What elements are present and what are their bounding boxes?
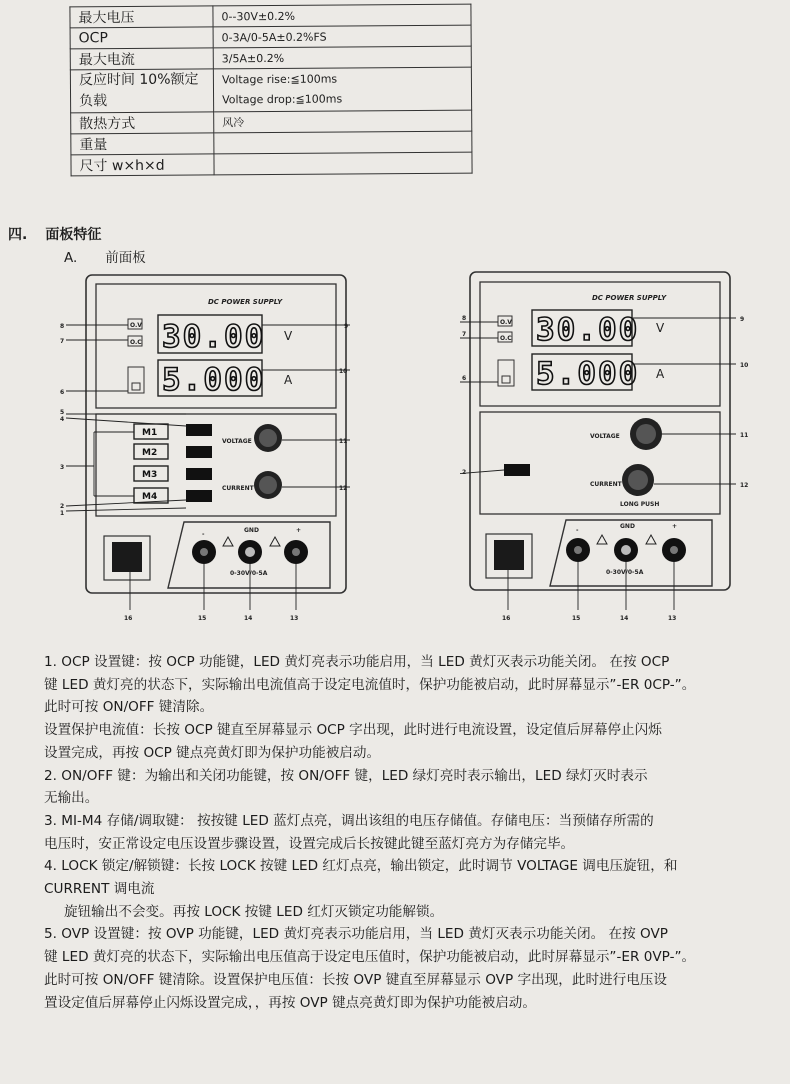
paragraph-line: 置设定值后屏幕停止闪烁设置完成，，再按 OVP 键点亮黄灯即为保护功能被启动。 <box>44 994 536 1011</box>
front-panel-diagram-right <box>460 270 780 626</box>
spec-value: 3/5A±0.2% <box>213 46 471 69</box>
paragraph-line: 旋钮输出不会变。再按 LOCK 按键 LED 红灯灭锁定功能解锁。 <box>64 903 444 920</box>
paragraph-line: 5. OVP 设置键：按 OVP 功能键，LED 黄灯亮表示功能启用，当 LED 黄灯灭表示功能关闭。 在按 OVP <box>44 926 668 943</box>
m1-label: M1 <box>142 428 158 438</box>
onoff-button <box>504 464 530 476</box>
spec-value <box>214 152 472 175</box>
subsection-title: 前面板 <box>105 250 146 266</box>
paragraph-line: 键 LED 黄灯亮的状态下，实际输出电流值高于设定电流值时，保护功能被启动，此时屏幕显示”-ER 0CP-”。 <box>44 676 696 693</box>
callout-2: 2 <box>462 469 467 476</box>
terminal-plus-label: + <box>296 527 302 534</box>
warning-icon <box>223 537 233 546</box>
callout-13: 13 <box>290 615 299 622</box>
memory-buttons <box>134 424 168 503</box>
callout-6: 6 <box>60 389 65 396</box>
oc-indicator-label: O.C <box>500 335 512 342</box>
terminal-minus-hole <box>200 548 208 556</box>
callout-10: 10 <box>339 368 348 375</box>
function-descriptions <box>44 651 784 1014</box>
callout-6: 6 <box>462 375 467 382</box>
callout-3: 3 <box>60 464 65 471</box>
m4-label: M4 <box>142 492 158 502</box>
paragraph-line: 4. LOCK 锁定/解锁键：长按 LOCK 按键 LED 红灯点亮，输出锁定，此时调节 VOLTAGE 调电压旋钮，和 <box>44 858 678 875</box>
current-knob-label: CURRENT <box>590 481 622 488</box>
current-knob-cap <box>259 476 277 494</box>
function-buttons <box>186 424 212 502</box>
front-panel-drawing <box>58 270 350 626</box>
terminal-minus-label: - <box>576 527 579 534</box>
volt-unit: V <box>656 321 665 335</box>
callout-14: 14 <box>244 615 253 622</box>
callout-16: 16 <box>502 615 511 622</box>
terminal-gnd-label: GND <box>244 527 259 534</box>
spec-key-line: 负载 <box>79 93 108 110</box>
spec-table <box>69 4 472 177</box>
lock-button <box>128 367 144 393</box>
subsection-label: A. <box>64 250 78 266</box>
spec-key: OCP <box>70 27 213 49</box>
paragraph-line: 键 LED 黄灯亮的状态下，实际输出电压值高于设定电压值时，保护功能被启动，此时屏幕显示”-ER 0VP-”。 <box>44 949 696 966</box>
ovp-button <box>186 468 212 480</box>
spec-value: 0--30V±0.2% <box>213 4 471 27</box>
ocp-button <box>186 424 212 436</box>
table-row <box>70 67 471 113</box>
spec-key-line: 反应时间 10%额定 <box>78 71 199 89</box>
callout-13: 13 <box>668 615 677 622</box>
ov-indicator-label: O.V <box>500 319 512 326</box>
front-panel-diagram-left <box>58 270 350 626</box>
callout-2: 2 <box>60 503 65 510</box>
spec-key: 重量 <box>71 133 214 155</box>
callout-9: 9 <box>740 316 745 323</box>
table-row <box>70 25 471 49</box>
paragraph-line: 设置完成，再按 OCP 键点亮黄灯即为保护功能被启动。 <box>44 744 381 761</box>
callout-7: 7 <box>60 338 65 345</box>
terminal-plus-label: + <box>672 523 678 530</box>
terminal-minus-hole <box>574 546 582 554</box>
spec-value <box>214 131 472 154</box>
callout-7: 7 <box>462 331 467 338</box>
paragraph-line: 设置保护电流值：长按 OCP 键直至屏幕显示 OCP 字出现，此时进行电流设置，设定值后屏幕停止闪烁 <box>44 722 662 739</box>
volt-unit: V <box>284 329 293 343</box>
spec-key <box>70 69 213 113</box>
paragraph-line: 3. MI-M4 存储/调取键： 按按键 LED 蓝灯点亮，调出该组的电压存储值。存储电压：当预储存所需的 <box>44 812 654 829</box>
voltage-knob-cap <box>636 424 656 444</box>
paragraph-line: 此时可按 ON/OFF 键清除。 <box>44 699 214 716</box>
section-title: 面板特征 <box>45 227 102 243</box>
section-heading <box>8 224 101 244</box>
oc-indicator-label: O.C <box>130 339 142 346</box>
m2-label: M2 <box>142 448 158 458</box>
callout-12: 12 <box>339 485 348 492</box>
paragraph-line: 电压时，安正常设定电压设置步骤设置，设置完成后长按键此键至蓝灯亮方为存储完毕。 <box>44 835 575 852</box>
current-readout: 5.000 <box>162 362 266 398</box>
terminal-gnd-hole <box>621 545 631 555</box>
callout-11: 11 <box>740 432 749 439</box>
callout-15: 15 <box>572 615 581 622</box>
table-row <box>70 4 471 28</box>
brand-label: DC POWER SUPPLY <box>208 298 283 306</box>
callout-8: 8 <box>60 323 65 330</box>
spec-key: 尺寸 w×h×d <box>71 154 214 176</box>
section-number: 四. <box>8 227 28 243</box>
amp-unit: A <box>656 367 665 381</box>
warning-icon <box>597 535 607 544</box>
current-knob-label: CURRENT <box>222 485 254 492</box>
spec-key: 散热方式 <box>71 112 214 134</box>
terminal-plus-hole <box>670 546 678 554</box>
callout-9: 9 <box>344 323 349 330</box>
front-panel-drawing <box>460 270 780 626</box>
onoff-button <box>186 446 212 458</box>
callout-11: 11 <box>339 438 348 445</box>
terminal-minus-label: - <box>202 531 205 538</box>
callout-15: 15 <box>198 615 207 622</box>
lock-button-2 <box>186 490 212 502</box>
lock-icon <box>132 383 140 390</box>
callout-10: 10 <box>740 362 749 369</box>
brand-label: DC POWER SUPPLY <box>592 294 667 302</box>
current-readout: 5.000 <box>536 356 640 392</box>
warning-icon <box>646 535 656 544</box>
callout-8: 8 <box>462 315 467 322</box>
spec-value: 风冷 <box>214 110 472 133</box>
spec-value <box>213 67 471 112</box>
subsection-heading <box>64 246 146 266</box>
current-knob-cap <box>628 470 648 490</box>
m3-label: M3 <box>142 470 158 480</box>
power-switch <box>112 542 142 572</box>
paragraph-line: 此时可按 ON/OFF 键清除。设置保护电压值：长按 OVP 键直至屏幕显示 OVP 字出现，此时进行电压设 <box>44 971 667 988</box>
paragraph-line: 1. OCP 设置键：按 OCP 功能键，LED 黄灯亮表示功能启用，当 LED 黄灯灭表示功能关闭。 在按 OCP <box>44 654 670 670</box>
paragraph-line: 无输出。 <box>44 790 99 807</box>
lock-button <box>498 360 514 386</box>
range-label: 0-30V/0-5A <box>606 569 644 576</box>
ov-indicator-label: O.V <box>130 322 142 329</box>
lock-icon <box>502 376 510 383</box>
voltage-knob-label: VOLTAGE <box>590 433 620 440</box>
amp-unit: A <box>284 373 293 387</box>
callout-12: 12 <box>740 482 749 489</box>
callout-1: 1 <box>60 510 65 517</box>
voltage-readout: 30.00 <box>162 319 266 355</box>
voltage-readout: 30.00 <box>536 312 640 348</box>
terminal-gnd-hole <box>245 547 255 557</box>
spec-value-line: Voltage rise:≦100ms <box>221 72 338 87</box>
voltage-knob-label: VOLTAGE <box>222 438 252 445</box>
lock-label: LONG PUSH <box>620 501 660 508</box>
paragraph-line: CURRENT 调电流 <box>44 881 155 898</box>
terminal-plus-hole <box>292 548 300 556</box>
voltage-knob-cap <box>259 429 277 447</box>
spec-value-line: Voltage drop:≦100ms <box>222 92 343 107</box>
callout-16: 16 <box>124 615 133 622</box>
paragraph-line: 2. ON/OFF 键：为输出和关闭功能键，按 ON/OFF 键，LED 绿灯亮时表示输出，LED 绿灯灭时表示 <box>44 767 648 784</box>
table-row <box>71 131 472 155</box>
control-area <box>480 412 720 514</box>
table-row <box>71 110 472 134</box>
table-row <box>70 46 471 70</box>
range-label: 0-30V/0-5A <box>230 570 268 577</box>
callout-5: 5 <box>60 409 65 416</box>
callout-14: 14 <box>620 615 629 622</box>
warning-icon <box>270 537 280 546</box>
callout-4: 4 <box>60 416 65 423</box>
power-switch <box>494 540 524 570</box>
control-area <box>96 414 336 516</box>
spec-key: 最大电流 <box>70 48 213 70</box>
spec-value: 0-3A/0-5A±0.2%FS <box>213 25 471 48</box>
table-row <box>71 152 472 176</box>
spec-key: 最大电压 <box>70 6 213 28</box>
terminal-gnd-label: GND <box>620 523 635 530</box>
